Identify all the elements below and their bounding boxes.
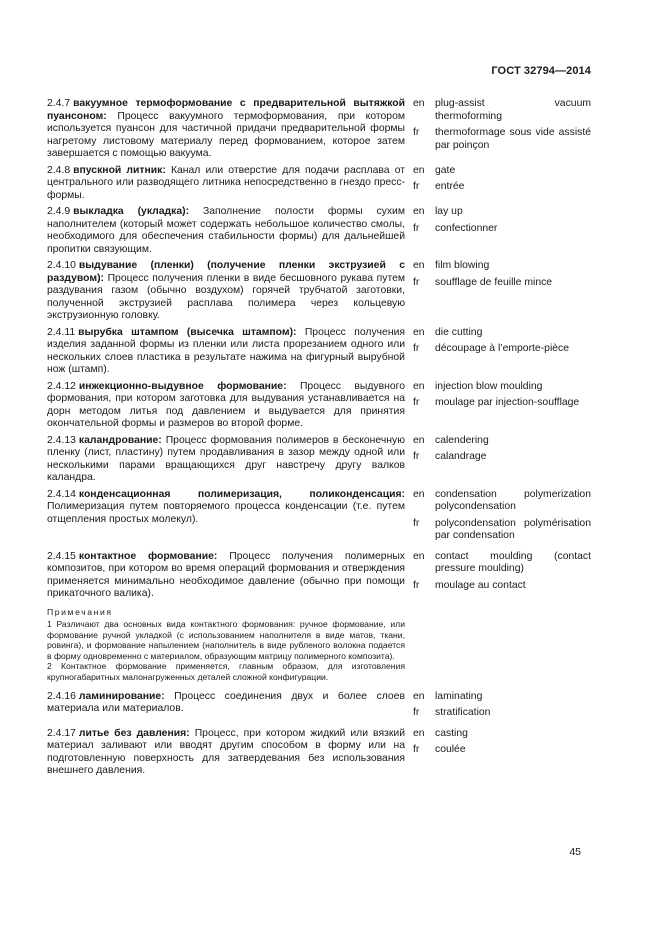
lang-term: plug-assist vacuum thermoforming: [435, 98, 591, 122]
lang-equivalent: [413, 181, 591, 194]
notes-block: [47, 607, 405, 683]
notes-title: Примечания: [47, 606, 113, 617]
lang-term: moulage par injection-soufflage: [435, 397, 580, 408]
lang-term: soufflage de feuille mince: [435, 276, 553, 288]
term-entry: [47, 260, 592, 323]
lang-term: thermoformage sous vide assisté par poinçon: [435, 127, 591, 151]
lang-code: fr: [413, 707, 420, 719]
lang-equivalent: [413, 98, 591, 123]
term-text: Процесс выдувного формования, при котором заготовка для выдувания устанавливается на дорн методом литья под давлением и выдувается для принятия окончательной формы и размеров во второй форме.: [47, 380, 406, 429]
lang-term: calandrage: [435, 451, 487, 462]
lang-equivalent: [413, 343, 591, 356]
term-name: литье без давления:: [78, 727, 190, 739]
foreign-equivalents: [413, 435, 591, 468]
lang-equivalent: [413, 435, 591, 448]
page-number: 45: [569, 846, 581, 858]
foreign-equivalents: [413, 165, 591, 198]
term-text: Полимеризация путем повторяемого процесса конденсации (т.е. путем отщепления простых молекул).: [47, 501, 405, 525]
lang-code: en: [413, 260, 425, 271]
term-number: 2.4.10: [47, 260, 76, 271]
lang-term: découpage à l’emporte-pièce: [435, 343, 570, 354]
term-text: Процесс соединения двух и более слоев материала или материалов.: [47, 690, 405, 715]
term-number: 2.4.9: [47, 206, 71, 217]
lang-equivalent: [413, 223, 591, 236]
lang-equivalent: [413, 381, 591, 394]
lang-term: laminating: [435, 690, 483, 702]
term-number: 2.4.13: [47, 434, 76, 446]
term-name: ламинирование:: [78, 690, 165, 702]
lang-equivalent: [413, 489, 591, 514]
foreign-equivalents: [413, 489, 591, 547]
terms-list: [47, 98, 592, 782]
lang-equivalent: [413, 580, 591, 593]
lang-equivalent: [413, 518, 591, 543]
lang-code: fr: [413, 343, 420, 354]
lang-term: moulage au contact: [435, 579, 526, 591]
lang-term: die cutting: [435, 326, 483, 338]
lang-equivalent: [413, 327, 591, 340]
term-definition: [47, 435, 405, 485]
lang-code: en: [413, 488, 425, 500]
term-entry: [47, 98, 592, 161]
term-definition: [47, 165, 405, 203]
term-text: Процесс вакуумного термоформования, при котором используется пуансон для частичной придачи предварительной формы нагретому листовому материалу перед формованием, которое затем завершается с помощью вакуума.: [47, 110, 405, 159]
foreign-equivalents: [413, 728, 591, 761]
term-definition: [47, 551, 405, 601]
lang-code: fr: [413, 744, 420, 756]
term-number: 2.4.16: [47, 690, 76, 702]
terms-block-after-notes: [47, 691, 592, 778]
lang-equivalent: [413, 206, 591, 219]
term-name: инжекционно-выдувное формование:: [78, 380, 287, 392]
lang-code: fr: [413, 276, 420, 288]
lang-code: fr: [413, 127, 420, 138]
lang-equivalent: [413, 728, 591, 741]
lang-equivalent: [413, 397, 591, 410]
foreign-equivalents: [413, 206, 591, 239]
term-text: Канал или отверстие для подачи расплава от центрального или разводящего литника непосредственно в гнездо пресс-формы.: [47, 164, 406, 201]
term-text: Процесс, при котором жидкий или вязкий материал заливают или вводят другим способом в форму или на подготовленную поверхность для затвердевания без использования внешнего давления.: [47, 727, 406, 777]
lang-code: fr: [413, 517, 420, 529]
term-name: выдувание (пленки) (получение пленки экструзией с раздувом):: [47, 260, 405, 284]
term-entry: [47, 381, 592, 431]
term-number: 2.4.11: [47, 326, 76, 338]
term-entry: [47, 165, 592, 203]
lang-term: coulée: [435, 744, 466, 756]
lang-equivalent: [413, 451, 591, 464]
term-text: Процесс получения изделия заданной формы из пленки или листа прорезанием одного или нескольких слоев пластика в результате нажима на фигурный вырубной нож (штамп).: [47, 326, 406, 375]
term-definition: [47, 381, 405, 431]
term-entry: [47, 691, 592, 724]
lang-code: fr: [413, 451, 420, 462]
lang-term: contact moulding (contact pressure moulding): [435, 550, 591, 574]
lang-term: confectionner: [435, 222, 498, 234]
lang-code: en: [413, 326, 425, 338]
term-definition: [47, 98, 405, 161]
note-item: 2 Контактное формование применяется, главным образом, для изготовления крупногабаритных малонагруженных деталей сложной конфигурации.: [47, 661, 405, 683]
lang-equivalent: [413, 165, 591, 178]
lang-term: calendering: [435, 434, 489, 446]
term-definition: [47, 206, 405, 256]
term-definition: [47, 728, 405, 778]
lang-equivalent: [413, 260, 591, 273]
term-name: выкладка (укладка):: [73, 206, 190, 217]
note-item: 1 Различают два основных вида контактного формования: ручное формование, или формование ручной укладкой (с использованием наполнителя в виде матов, ткани, ровинга), и формование напылением (наполнитель в виде рубленого волокна подается в форму одновременно с материалом, образующим матрицу полимерного композита).: [47, 619, 405, 661]
term-name: каландрование:: [78, 434, 162, 446]
lang-code: fr: [413, 181, 420, 192]
terms-block-main: [47, 98, 592, 601]
term-entry: [47, 489, 592, 547]
foreign-equivalents: [413, 98, 591, 156]
term-number: 2.4.15: [47, 550, 76, 562]
lang-term: condensation polymerization polycondensation: [435, 488, 591, 512]
lang-equivalent: [413, 707, 591, 720]
term-text: Заполнение полости формы сухим наполнителем (который может содержать небольшое количество смолы, необходимого для обеспечения стабильности формы) для дальнейшей пропитки связующим.: [47, 206, 405, 255]
term-name: контактное формование:: [78, 550, 218, 562]
term-text: Процесс получения полимерных композитов, при котором во время операций формования и отверждения применяется минимально необходимое давление (обычно при помощи прикаточного валика).: [47, 550, 405, 599]
term-entry: [47, 327, 592, 377]
lang-term: entrée: [435, 181, 465, 192]
term-name: вырубка штампом (высечка штампом):: [78, 326, 297, 338]
lang-code: fr: [413, 397, 420, 408]
lang-equivalent: [413, 691, 591, 704]
lang-code: en: [413, 164, 425, 176]
foreign-equivalents: [413, 381, 591, 414]
lang-term: polycondensation polymérisation par condensation: [435, 517, 591, 541]
lang-code: fr: [413, 579, 420, 591]
term-definition: [47, 327, 405, 377]
lang-equivalent: [413, 551, 591, 576]
term-entry: [47, 435, 592, 485]
term-definition: [47, 489, 405, 527]
lang-term: gate: [435, 164, 456, 176]
lang-term: film blowing: [435, 260, 490, 271]
term-text: Процесс формования полимеров в бесконечную пленку (лист, пластину) путем продавливания в зазор между одной или несколькими парами вращающихся друг навстречу другу валков каландра.: [47, 434, 405, 483]
lang-term: casting: [435, 727, 468, 739]
lang-term: injection blow moulding: [435, 380, 543, 392]
term-name: конденсационная полимеризация, поликонденсация:: [78, 488, 405, 500]
lang-code: en: [413, 690, 425, 702]
lang-equivalent: [413, 744, 591, 757]
foreign-equivalents: [413, 691, 591, 724]
lang-code: en: [413, 550, 425, 562]
lang-term: lay up: [435, 206, 463, 217]
term-entry: [47, 206, 592, 256]
term-number: 2.4.8: [47, 164, 71, 176]
lang-code: fr: [413, 222, 420, 234]
term-entry: [47, 551, 592, 601]
term-name: вакуумное термоформование с предварительной вытяжкой пуансоном:: [47, 98, 405, 122]
term-number: 2.4.17: [47, 727, 76, 739]
term-number: 2.4.12: [47, 380, 76, 392]
term-number: 2.4.7: [47, 98, 71, 109]
lang-code: en: [413, 380, 425, 392]
term-text: Процесс получения пленки в виде бесшовного рукава путем раздувания газом (обычно воздухом) горячей трубчатой заготовки, полученной экструзией расплава полимера через кольцевую экструзионную головку.: [47, 272, 406, 321]
term-entry: [47, 728, 592, 778]
lang-equivalent: [413, 127, 591, 152]
lang-code: en: [413, 434, 425, 446]
foreign-equivalents: [413, 551, 591, 597]
lang-code: en: [413, 206, 425, 217]
lang-code: en: [413, 727, 425, 739]
lang-equivalent: [413, 277, 591, 290]
term-definition: [47, 691, 405, 716]
lang-code: en: [413, 98, 425, 109]
foreign-equivalents: [413, 327, 591, 360]
term-definition: [47, 260, 405, 323]
term-name: впускной литник:: [73, 164, 166, 176]
term-number: 2.4.14: [47, 488, 76, 500]
foreign-equivalents: [413, 260, 591, 293]
standard-designation: ГОСТ 32794—2014: [491, 65, 591, 77]
lang-term: stratification: [435, 707, 491, 719]
